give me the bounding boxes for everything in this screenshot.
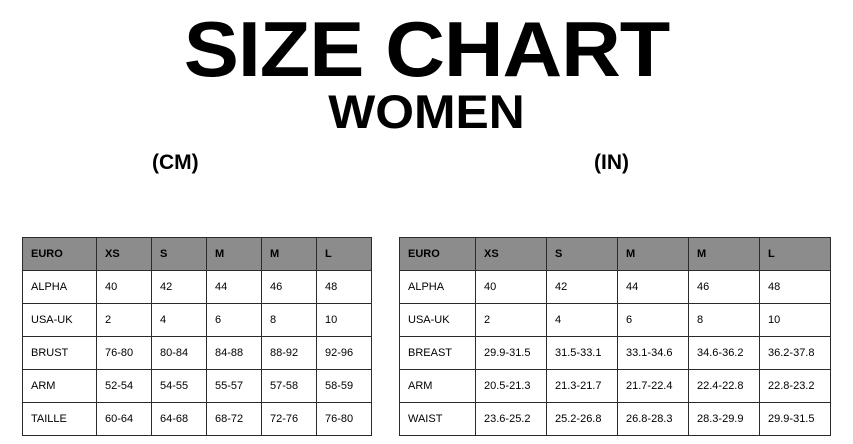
table-cell: 29.9-31.5 xyxy=(476,337,547,370)
table-row xyxy=(400,370,831,403)
size-table-cm xyxy=(22,237,372,436)
table-cell: 6 xyxy=(207,304,262,337)
table-cell: 48 xyxy=(760,271,831,304)
table-cell: 2 xyxy=(97,304,152,337)
row-label: USA-UK xyxy=(400,304,476,337)
table-cell: 46 xyxy=(689,271,760,304)
table-cell: 4 xyxy=(547,304,618,337)
table-cell: 25.2-26.8 xyxy=(547,403,618,436)
table-row xyxy=(23,337,372,370)
table-row xyxy=(400,337,831,370)
table-cell: 80-84 xyxy=(152,337,207,370)
table-cell: 88-92 xyxy=(262,337,317,370)
table-cell: 84-88 xyxy=(207,337,262,370)
table-cell: 31.5-33.1 xyxy=(547,337,618,370)
column-header: S xyxy=(547,238,618,271)
column-header: M xyxy=(207,238,262,271)
page-title: SIZE CHART xyxy=(183,5,670,93)
row-label: ARM xyxy=(23,370,97,403)
table-cell: 44 xyxy=(207,271,262,304)
table-cell: 10 xyxy=(760,304,831,337)
column-header: L xyxy=(760,238,831,271)
column-header: XS xyxy=(476,238,547,271)
row-label: ALPHA xyxy=(400,271,476,304)
table-row xyxy=(400,403,831,436)
size-chart-page xyxy=(0,5,853,444)
unit-labels xyxy=(0,151,853,181)
table-cell: 21.3-21.7 xyxy=(547,370,618,403)
column-header: S xyxy=(152,238,207,271)
size-table-in xyxy=(399,237,831,436)
table-cell: 44 xyxy=(618,271,689,304)
unit-label-in: (IN) xyxy=(594,150,629,174)
column-header: M xyxy=(262,238,317,271)
page-subtitle: WOMEN xyxy=(328,84,525,138)
table-cell: 20.5-21.3 xyxy=(476,370,547,403)
table-cell: 68-72 xyxy=(207,403,262,436)
table-cell: 55-57 xyxy=(207,370,262,403)
table-cell: 22.4-22.8 xyxy=(689,370,760,403)
table-row xyxy=(23,370,372,403)
table-row xyxy=(23,304,372,337)
row-label: ALPHA xyxy=(23,271,97,304)
table-cell: 64-68 xyxy=(152,403,207,436)
table-cell: 60-64 xyxy=(97,403,152,436)
table-header-row xyxy=(23,238,372,271)
table-row xyxy=(23,403,372,436)
table-cell: 46 xyxy=(262,271,317,304)
table-cell: 8 xyxy=(689,304,760,337)
table-cell: 10 xyxy=(317,304,372,337)
row-label: BREAST xyxy=(400,337,476,370)
table-row xyxy=(400,304,831,337)
table-row xyxy=(400,271,831,304)
table-cell: 8 xyxy=(262,304,317,337)
table-cell: 26.8-28.3 xyxy=(618,403,689,436)
column-header: M xyxy=(618,238,689,271)
table-row xyxy=(23,271,372,304)
table-cell: 36.2-37.8 xyxy=(760,337,831,370)
column-header: XS xyxy=(97,238,152,271)
table-cell: 72-76 xyxy=(262,403,317,436)
row-label: TAILLE xyxy=(23,403,97,436)
table-cell: 40 xyxy=(476,271,547,304)
column-header: EURO xyxy=(400,238,476,271)
row-label: ARM xyxy=(400,370,476,403)
column-header: EURO xyxy=(23,238,97,271)
table-cell: 92-96 xyxy=(317,337,372,370)
column-header: L xyxy=(317,238,372,271)
table-cell: 22.8-23.2 xyxy=(760,370,831,403)
table-cell: 57-58 xyxy=(262,370,317,403)
table-cell: 76-80 xyxy=(317,403,372,436)
table-header-row xyxy=(400,238,831,271)
table-cell: 29.9-31.5 xyxy=(760,403,831,436)
table-cell: 54-55 xyxy=(152,370,207,403)
row-label: BRUST xyxy=(23,337,97,370)
table-cell: 4 xyxy=(152,304,207,337)
table-cell: 48 xyxy=(317,271,372,304)
table-cell: 40 xyxy=(97,271,152,304)
table-cell: 42 xyxy=(152,271,207,304)
table-cell: 42 xyxy=(547,271,618,304)
table-cell: 23.6-25.2 xyxy=(476,403,547,436)
table-cell: 52-54 xyxy=(97,370,152,403)
table-cell: 76-80 xyxy=(97,337,152,370)
table-cell: 34.6-36.2 xyxy=(689,337,760,370)
table-cell: 21.7-22.4 xyxy=(618,370,689,403)
unit-label-cm: (CM) xyxy=(152,150,199,174)
table-cell: 28.3-29.9 xyxy=(689,403,760,436)
table-cell: 2 xyxy=(476,304,547,337)
table-cell: 58-59 xyxy=(317,370,372,403)
size-tables xyxy=(0,237,853,436)
table-cell: 6 xyxy=(618,304,689,337)
row-label: WAIST xyxy=(400,403,476,436)
row-label: USA-UK xyxy=(23,304,97,337)
table-cell: 33.1-34.6 xyxy=(618,337,689,370)
column-header: M xyxy=(689,238,760,271)
